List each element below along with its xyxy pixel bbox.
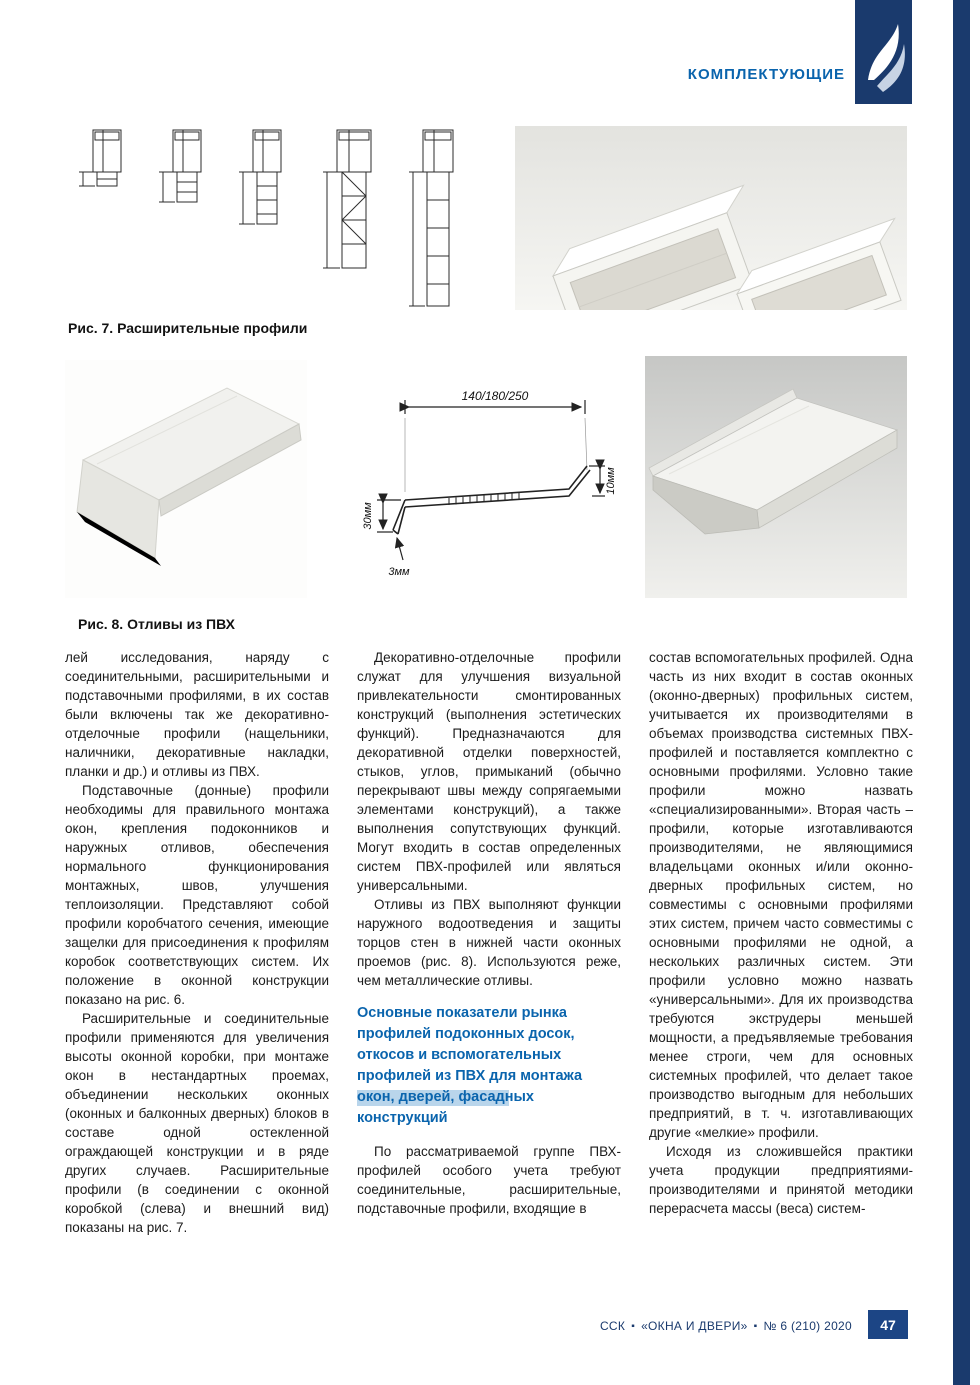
text-column-3 (649, 648, 913, 1237)
footer-separator: ▪ (753, 1321, 758, 1332)
page-header-title: КОМПЛЕКТУЮЩИЕ (687, 66, 845, 83)
section-heading-text: Основные показатели рынка профилей подоконных досок, откосов и вспомогательных профилей из ПВХ для монтажа окон, дверей, фасадных конструкций (357, 1005, 583, 1126)
page-number-badge: 47 (868, 1310, 908, 1339)
dimension-label-drip-height: 30мм (362, 502, 374, 530)
paragraph: Отливы из ПВХ выполняют функции наружного водоотведения и защиты торцов стен в нижней части оконных проемов (рис. 8). Используются реже, чем металлические отливы. (357, 897, 621, 988)
footer-separator: ▪ (631, 1321, 636, 1332)
dimension-label-width: 140/180/250 (461, 389, 529, 403)
figure-8 (65, 356, 910, 606)
logo-swirl-icon (855, 0, 912, 104)
right-edge-bar (953, 0, 970, 1385)
body-columns (65, 648, 915, 1237)
paragraph: состав вспомогательных профилей. Одна часть из них входит в состав оконных (оконно-дверных) профильных систем, учитывается их производителями в объемах производства системных ПВХ-профилей и поставляется комплектно с основными профилями. Условно такие профили можно назвать «специализированными». Вторая часть – профили, которые изготавливаются производителями, не являющимися владельцами оконных и/или оконно-дверных профильных систем, но совместимы с основными профилями этих систем, причем часто совместимы с основными профилями не одной, а нескольких различных систем. Эти профили условно можно назвать «универсальными». Для их производства требуются экструдеры меньшей мощности, а предъявляемые требования менее строги, чем для основных системных профилей, что делает такое производство выгодным для небольших предприятий, в т. ч. изготавливающих другие «мелкие» профили. (649, 650, 913, 1140)
magazine-logo (855, 0, 912, 104)
footer-issue: № 6 (210) 2020 (763, 1319, 852, 1333)
paragraph: лей исследования, наряду с соединительными, расширительными и подставочными профилями, в их состав были включены так же декоративно-отделочные профили (нащельники, наличники, декоративные накладки, планки и др.) и отливы из ПВХ. (65, 650, 329, 779)
fig8-photo-right-image (645, 356, 907, 598)
section-heading (357, 1003, 621, 1129)
paragraph: Исходя из сложившейся практики учета продукции предприятиями-производителями и принятой методики перерасчета массы (веса) систем- (649, 1144, 913, 1216)
paragraph: Подставочные (донные) профили необходимы для правильного монтажа окон, крепления подоконников и наружных отливов, обеспечения нормального функционирования монтажных, швов, улучшения теплоизоляции. Представляют собой профили коробчатого сечения, имеющие защелки для присоединения к профилям коробок соответствующих систем. Их положение в оконной конструкции показано на рис. 6. (65, 783, 329, 1007)
text-column-1 (65, 648, 329, 1237)
fig8-photo-left-image (65, 360, 307, 598)
footer (0, 1319, 852, 1333)
fig7-technical-drawings-image (65, 116, 510, 312)
fig8-drawing-image (337, 374, 623, 594)
footer-brand: ССК (599, 1319, 626, 1333)
fig7-photo-image (515, 126, 907, 310)
paragraph: Расширительные и соединительные профили применяются для увеличения высоты оконной коробки, при монтаже окон в нестандартных проемах, объединении нескольких оконных (оконных и балконных дверных) блоков в составе одной остекленной ограждающей конструкции и в ряде других случаев. Расширительные профили (в соединении с оконной коробкой (слева) и внешний вид) показаны на рис. 7. (65, 1011, 329, 1235)
fig7-caption: Рис. 7. Расширительные профили (68, 320, 308, 336)
footer-magazine-title: «ОКНА И ДВЕРИ» (641, 1319, 748, 1333)
fig8-caption: Рис. 8. Отливы из ПВХ (78, 616, 236, 632)
dimension-label-nose-height: 10мм (605, 467, 617, 495)
paragraph: Декоративно-отделочные профили служат для улучшения визуальной привлекательности смонтированных конструкций (выполнения эстетических функций). Предназначаются для декоративной отделки поверхностей, стыков, углов, примыканий (обычно перекрывают швы между сопрягаемыми элементами конструкций), а также выполнения сопутствующих функций. Могут входить в состав определенных систем ПВХ-профилей или являться универсальными. (357, 650, 621, 893)
paragraph: По рассматриваемой группе ПВХ-профилей особого учета требуют соединительные, расширительные, подставочные профили, входящие в (357, 1144, 621, 1216)
figure-7 (65, 116, 910, 314)
text-column-2 (357, 648, 621, 1237)
dimension-label-thickness: 3мм (388, 566, 410, 578)
